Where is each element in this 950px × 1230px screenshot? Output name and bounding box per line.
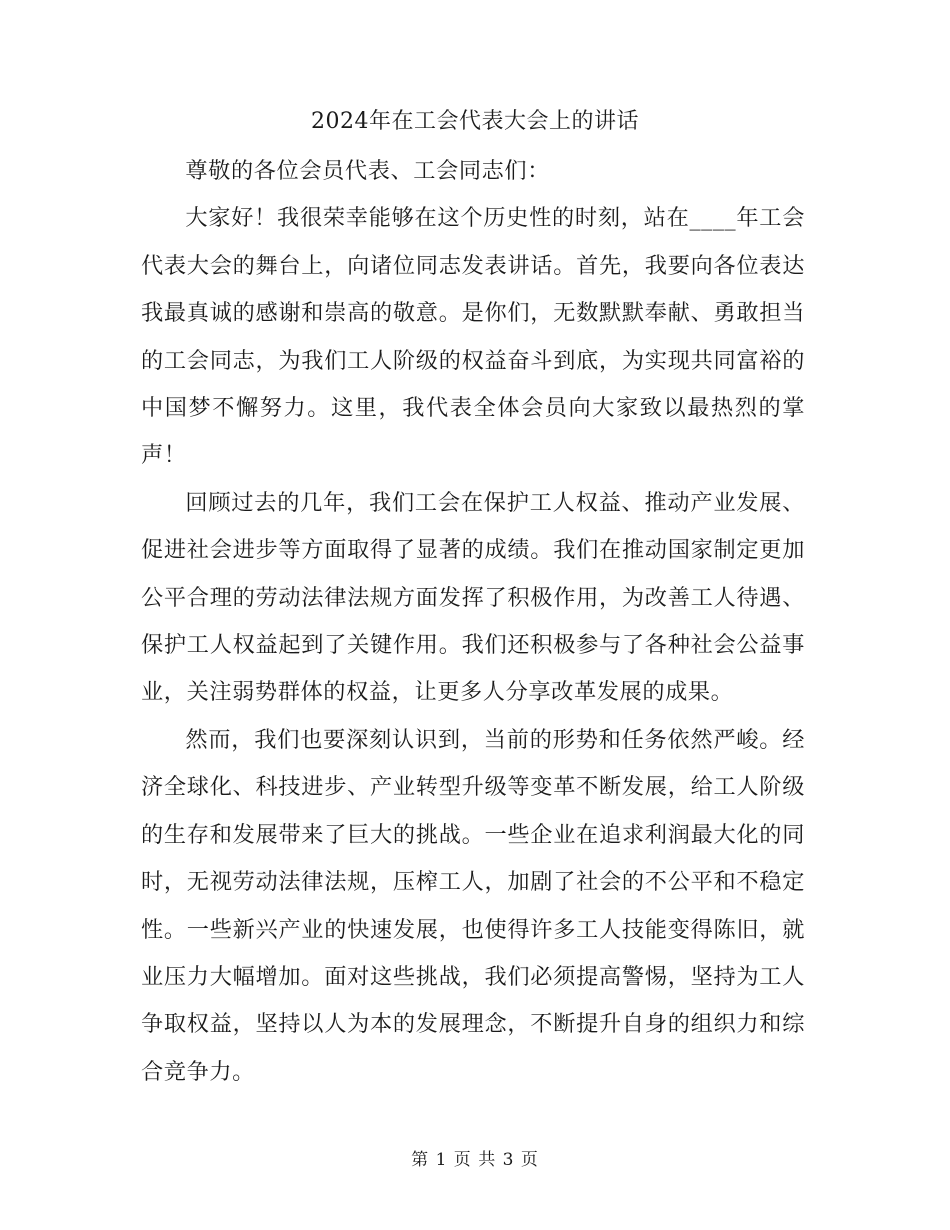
document-body [141, 148, 805, 1096]
page-number-footer: 第 1 页 共 3 页 [411, 1150, 539, 1170]
paragraph-2: 回顾过去的几年，我们工会在保护工人权益、推动产业发展、促进社会进步等方面取得了显著的成绩。我们在推动国家制定更加公平合理的劳动法律法规方面发挥了积极作用，为改善工人待遇、保护工人权益起到了关键作用。我们还积极参与了各种社会公益事业，关注弱势群体的权益，让更多人分享改革发展的成果。 [141, 489, 805, 706]
document-title: 2024年在工会代表大会上的讲话 [311, 109, 639, 134]
paragraph-1: 大家好！我很荣幸能够在这个历史性的时刻，站在____年工会代表大会的舞台上，向诸位同志发表讲话。首先，我要向各位表达我最真诚的感谢和崇高的敬意。是你们，无数默默奉献、勇敢担当的工会同志，为我们工人阶级的权益奋斗到底，为实现共同富裕的中国梦不懈努力。这里，我代表全体会员向大家致以最热烈的掌声！ [141, 205, 805, 469]
salutation: 尊敬的各位会员代表、工会同志们： [185, 158, 550, 184]
paragraph-3: 然而，我们也要深刻认识到，当前的形势和任务依然严峻。经济全球化、科技进步、产业转型升级等变革不断发展，给工人阶级的生存和发展带来了巨大的挑战。一些企业在追求利润最大化的同时，无视劳动法律法规，压榨工人，加剧了社会的不公平和不稳定性。一些新兴产业的快速发展，也使得许多工人技能变得陈旧，就业压力大幅增加。面对这些挑战，我们必须提高警惕，坚持为工人争取权益，坚持以人为本的发展理念，不断提升自身的组织力和综合竞争力。 [141, 726, 805, 1085]
